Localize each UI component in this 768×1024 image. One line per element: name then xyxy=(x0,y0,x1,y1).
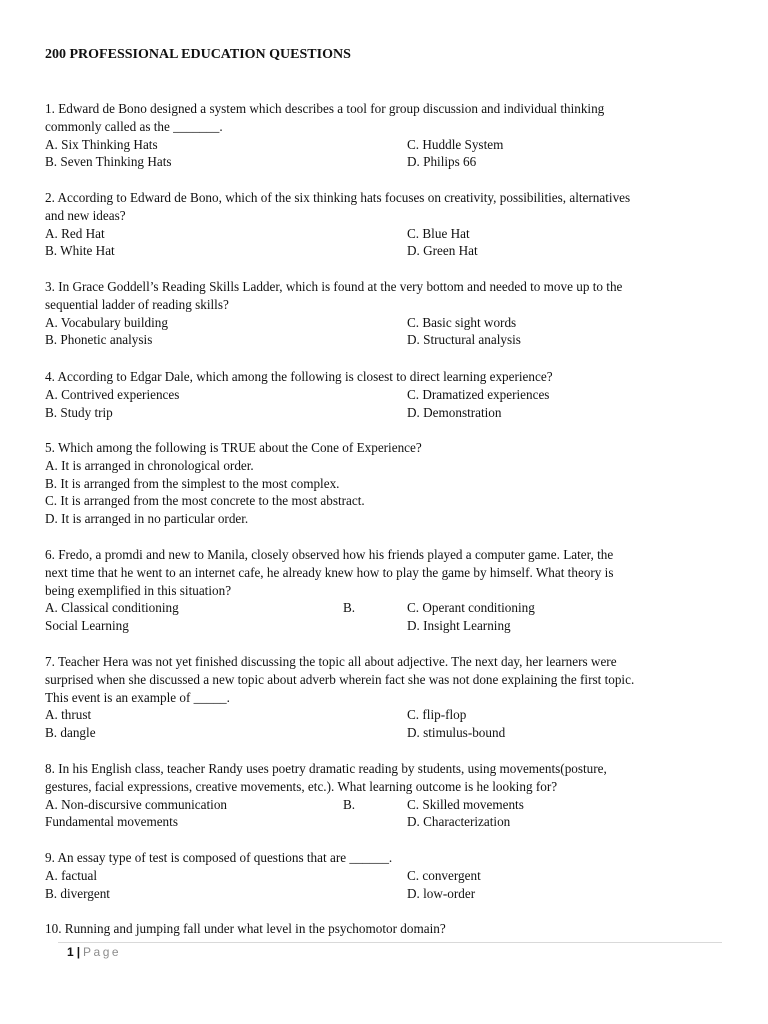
option-d: D. Insight Learning xyxy=(407,618,511,634)
page-number-separator: | xyxy=(76,945,81,959)
question-6 xyxy=(45,546,725,635)
question-stem-line: and new ideas? xyxy=(45,207,126,223)
option-c: C. Skilled movements xyxy=(407,796,524,812)
question-stem-line: 7. Teacher Hera was not yet finished discussing the topic all about adjective. The next day, her learners were xyxy=(45,654,617,669)
question-7 xyxy=(45,653,725,742)
option-d: D. Structural analysis xyxy=(407,332,521,348)
option-d: D. Characterization xyxy=(407,814,511,830)
option-b: B. It is arranged from the simplest to the most complex. xyxy=(45,475,340,491)
answer-options xyxy=(45,796,725,832)
question-stem-line: 8. In his English class, teacher Randy uses poetry dramatic reading by students, using movements(posture, xyxy=(45,761,607,776)
question-8 xyxy=(45,760,725,831)
answer-options xyxy=(45,706,725,742)
option-b-text: Fundamental movements xyxy=(45,814,178,830)
option-c: C. Huddle System xyxy=(407,136,504,152)
spacer xyxy=(343,617,407,635)
answer-options xyxy=(45,386,725,422)
option-c: C. Dramatized experiences xyxy=(407,386,550,402)
option-d: D. It is arranged in no particular order. xyxy=(45,511,249,527)
option-a: A. Classical conditioning xyxy=(45,600,179,616)
option-b: B. White Hat xyxy=(45,243,115,259)
question-stem-line: gestures, facial expressions, creative movements, etc.). What learning outcome is he looking for? xyxy=(45,778,558,794)
question-stem-line: surprised when she discussed a new topic about adverb wherein fact she was not done explaining the first topic. xyxy=(45,671,635,687)
page-label: Page xyxy=(83,945,122,959)
answer-options xyxy=(45,225,725,261)
question-4 xyxy=(45,368,725,421)
question-stem-line: 5. Which among the following is TRUE about the Cone of Experience? xyxy=(45,440,422,455)
question-stem-line: This event is an example of _____. xyxy=(45,689,230,705)
question-3 xyxy=(45,278,725,349)
answer-options xyxy=(45,314,725,350)
option-c: C. Basic sight words xyxy=(407,314,517,330)
option-a: A. Non-discursive communication xyxy=(45,796,228,812)
answer-options xyxy=(45,136,725,172)
option-b-label: B. xyxy=(343,600,356,616)
option-c: C. It is arranged from the most concrete to the most abstract. xyxy=(45,493,365,509)
option-c: C. flip-flop xyxy=(407,707,467,723)
option-b-label: B. xyxy=(343,796,356,812)
option-a: A. Contrived experiences xyxy=(45,386,180,402)
question-1 xyxy=(45,100,725,171)
option-b: B. Study trip xyxy=(45,404,113,420)
spacer xyxy=(343,813,407,831)
question-stem-line: 2. According to Edward de Bono, which of the six thinking hats focuses on creativity, possibilities, alternatives xyxy=(45,190,631,205)
option-b: B. Phonetic analysis xyxy=(45,332,153,348)
option-b-text: Social Learning xyxy=(45,618,129,634)
question-stem-line: being exemplified in this situation? xyxy=(45,582,232,598)
question-stem-line: next time that he went to an internet cafe, he already knew how to play the game by himself. What theory is xyxy=(45,564,614,580)
question-stem-line: 6. Fredo, a promdi and new to Manila, closely observed how his friends played a computer game. Later, the xyxy=(45,547,614,562)
option-a: A. Red Hat xyxy=(45,225,105,241)
option-a: A. thrust xyxy=(45,707,92,723)
question-5 xyxy=(45,439,725,528)
option-c: C. Blue Hat xyxy=(407,225,470,241)
option-a: A. Vocabulary building xyxy=(45,314,168,330)
option-b: B. divergent xyxy=(45,885,110,901)
answer-options xyxy=(45,867,725,903)
question-stem-line: commonly called as the _______. xyxy=(45,118,223,134)
question-9 xyxy=(45,849,725,902)
answer-options xyxy=(45,599,725,635)
option-c: C. convergent xyxy=(407,867,481,883)
option-d: D. Philips 66 xyxy=(407,154,477,170)
question-10 xyxy=(45,920,725,938)
page-title: 200 PROFESSIONAL EDUCATION QUESTIONS xyxy=(45,47,351,62)
option-a: A. It is arranged in chronological order. xyxy=(45,457,254,473)
question-stem-line: 9. An essay type of test is composed of questions that are ______. xyxy=(45,850,393,865)
option-a: A. factual xyxy=(45,867,97,883)
question-stem-line: sequential ladder of reading skills? xyxy=(45,296,229,312)
question-stem-line: 3. In Grace Goddell’s Reading Skills Ladder, which is found at the very bottom and needed to move up to the xyxy=(45,279,623,294)
question-stem-line: 1. Edward de Bono designed a system which describes a tool for group discussion and individual thinking xyxy=(45,101,605,116)
question-stem-line: 10. Running and jumping fall under what level in the psychomotor domain? xyxy=(45,921,446,936)
option-d: D. stimulus-bound xyxy=(407,725,506,741)
option-b: B. dangle xyxy=(45,725,96,741)
footer-divider xyxy=(58,942,722,943)
option-d: D. Green Hat xyxy=(407,243,478,259)
option-c: C. Operant conditioning xyxy=(407,600,535,616)
option-d: D. Demonstration xyxy=(407,404,502,420)
option-a: A. Six Thinking Hats xyxy=(45,136,158,152)
option-b: B. Seven Thinking Hats xyxy=(45,154,172,170)
question-2 xyxy=(45,189,725,260)
page-number-value: 1 xyxy=(67,945,74,959)
option-d: D. low-order xyxy=(407,885,476,901)
question-stem-line: 4. According to Edgar Dale, which among the following is closest to direct learning experience? xyxy=(45,369,553,384)
page-number xyxy=(67,945,121,959)
